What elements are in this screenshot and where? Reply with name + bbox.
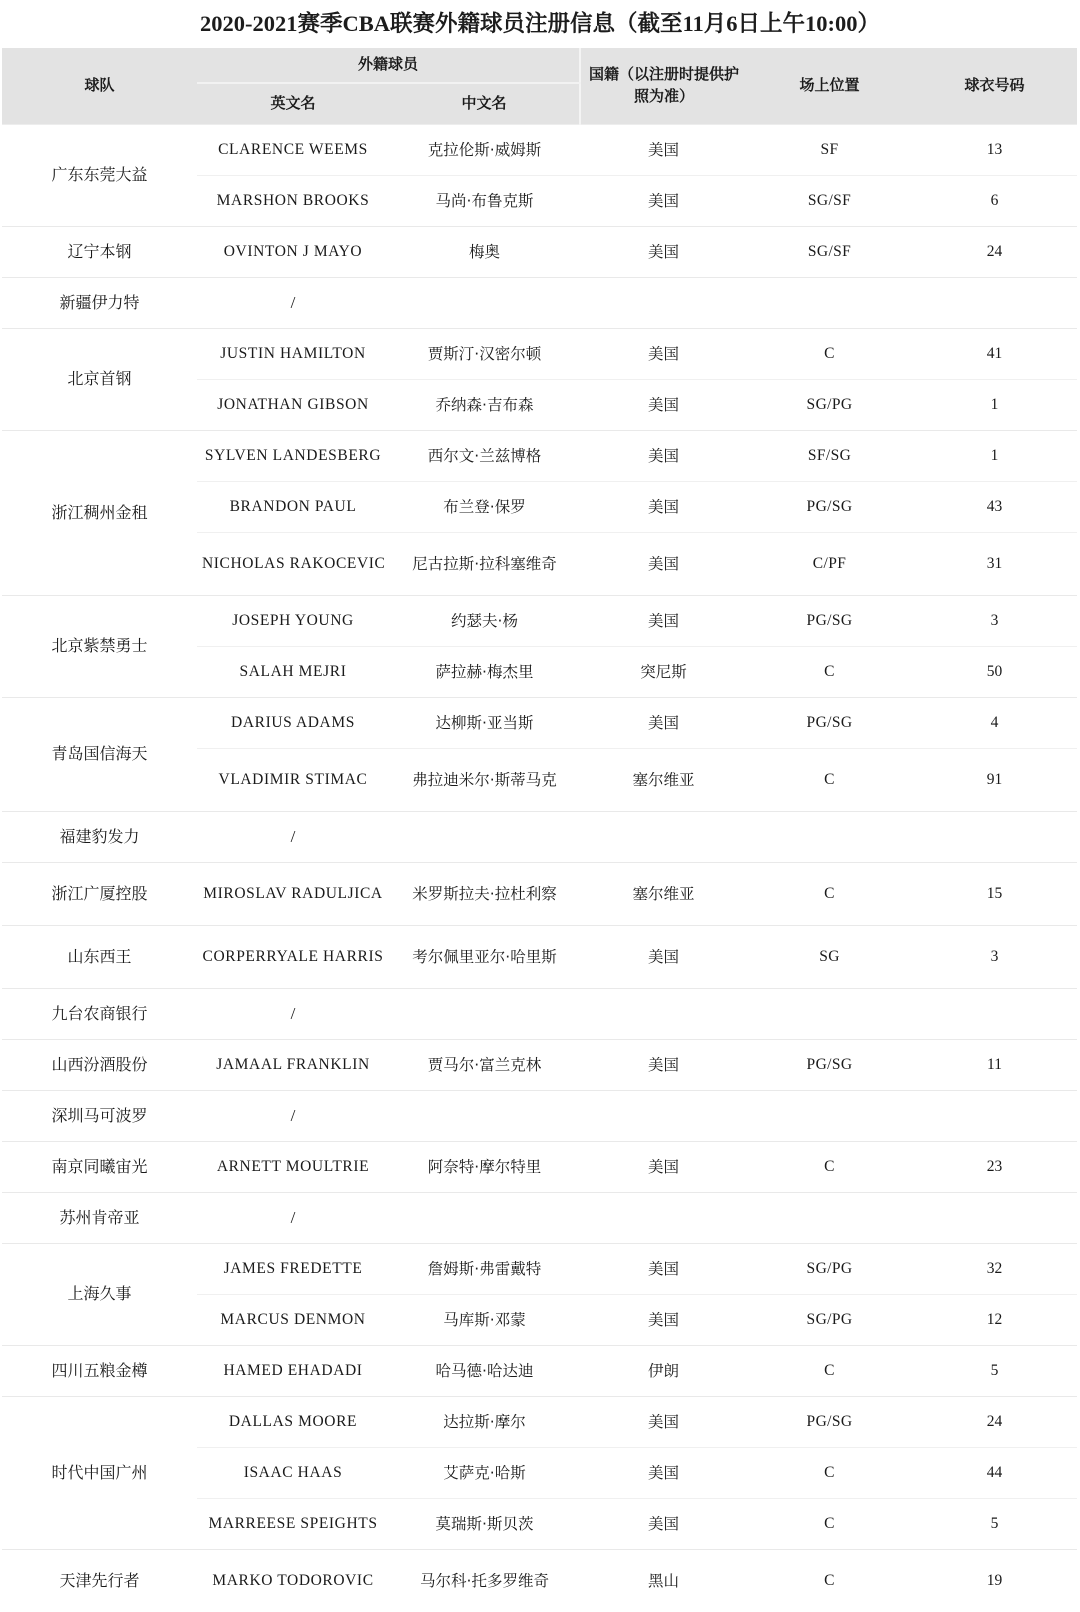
cell-nationality: 美国: [580, 1448, 747, 1499]
cell-chinese-name: 哈马德·哈达迪: [389, 1346, 580, 1397]
cell-english-name: MARREESE SPEIGHTS: [197, 1499, 389, 1550]
cell-english-name: JAMAAL FRANKLIN: [197, 1040, 389, 1091]
cell-team-name: 上海久事: [2, 1244, 197, 1346]
cell-english-name: JUSTIN HAMILTON: [197, 329, 389, 380]
cell-position: C: [747, 647, 912, 698]
table-row: [2, 1142, 1077, 1193]
header-row-group: [2, 48, 1077, 83]
table-row: [2, 1244, 1077, 1295]
table-row: [2, 698, 1077, 749]
cell-position: PG/SG: [747, 596, 912, 647]
cell-position: C: [747, 749, 912, 812]
cell-chinese-name: 弗拉迪米尔·斯蒂马克: [389, 749, 580, 812]
cell-nationality: 美国: [580, 227, 747, 278]
cell-jersey-number: 50: [912, 647, 1077, 698]
cell-position: [747, 1193, 912, 1244]
cell-english-name: BRANDON PAUL: [197, 482, 389, 533]
cell-nationality: 塞尔维亚: [580, 749, 747, 812]
cell-chinese-name: 克拉伦斯·威姆斯: [389, 125, 580, 176]
cell-chinese-name: 贾斯汀·汉密尔顿: [389, 329, 580, 380]
cell-team-name: 时代中国广州: [2, 1397, 197, 1550]
cell-english-name: CLARENCE WEEMS: [197, 125, 389, 176]
cell-position: SG/SF: [747, 176, 912, 227]
cell-english-name: SALAH MEJRI: [197, 647, 389, 698]
cell-chinese-name: 艾萨克·哈斯: [389, 1448, 580, 1499]
cell-position: SF: [747, 125, 912, 176]
cell-nationality: 美国: [580, 176, 747, 227]
cell-jersey-number: 3: [912, 926, 1077, 989]
cell-chinese-name: 达柳斯·亚当斯: [389, 698, 580, 749]
cell-position: [747, 278, 912, 329]
cell-jersey-number: [912, 278, 1077, 329]
table-row: [2, 863, 1077, 926]
cell-team-name: 广东东莞大益: [2, 125, 197, 227]
cell-nationality: 美国: [580, 1142, 747, 1193]
cell-nationality: 美国: [580, 698, 747, 749]
cell-nationality: 美国: [580, 1295, 747, 1346]
cell-position: C: [747, 1448, 912, 1499]
cell-team-name: 浙江稠州金租: [2, 431, 197, 596]
cell-chinese-name: 马尚·布鲁克斯: [389, 176, 580, 227]
cell-team-name: 福建豹发力: [2, 812, 197, 863]
cell-jersey-number: [912, 1091, 1077, 1142]
cell-position: [747, 989, 912, 1040]
table-row: [2, 989, 1077, 1040]
cell-nationality: 美国: [580, 482, 747, 533]
cell-nationality: 美国: [580, 1040, 747, 1091]
cell-position: SG: [747, 926, 912, 989]
cell-position: C: [747, 863, 912, 926]
table-row: [2, 125, 1077, 176]
cell-position: C: [747, 1142, 912, 1193]
cell-team-name: 天津先行者: [2, 1550, 197, 1612]
cell-english-name: JOSEPH YOUNG: [197, 596, 389, 647]
column-header-chinese-name: 中文名: [389, 83, 580, 125]
cell-nationality: 伊朗: [580, 1346, 747, 1397]
cell-no-player-placeholder: /: [197, 812, 389, 863]
cell-jersey-number: [912, 812, 1077, 863]
cell-nationality: 美国: [580, 125, 747, 176]
cell-chinese-name: [389, 1091, 580, 1142]
cell-chinese-name: [389, 1193, 580, 1244]
cell-jersey-number: [912, 989, 1077, 1040]
cell-position: C: [747, 1550, 912, 1612]
cell-jersey-number: 11: [912, 1040, 1077, 1091]
cell-chinese-name: 贾马尔·富兰克林: [389, 1040, 580, 1091]
cell-team-name: 北京紫禁勇士: [2, 596, 197, 698]
column-header-position: 场上位置: [747, 48, 912, 125]
table-row: [2, 596, 1077, 647]
cell-chinese-name: 莫瑞斯·斯贝茨: [389, 1499, 580, 1550]
cell-english-name: CORPERRYALE HARRIS: [197, 926, 389, 989]
cell-position: PG/SG: [747, 1397, 912, 1448]
cell-jersey-number: 32: [912, 1244, 1077, 1295]
cell-english-name: SYLVEN LANDESBERG: [197, 431, 389, 482]
cell-english-name: MARKO TODOROVIC: [197, 1550, 389, 1612]
cell-jersey-number: 13: [912, 125, 1077, 176]
cell-chinese-name: 达拉斯·摩尔: [389, 1397, 580, 1448]
cell-jersey-number: 44: [912, 1448, 1077, 1499]
cell-position: PG/SG: [747, 1040, 912, 1091]
cell-nationality: 突尼斯: [580, 647, 747, 698]
cell-nationality: [580, 812, 747, 863]
table-row: [2, 1550, 1077, 1612]
cell-english-name: DALLAS MOORE: [197, 1397, 389, 1448]
cell-jersey-number: 91: [912, 749, 1077, 812]
cell-chinese-name: 梅奥: [389, 227, 580, 278]
table-row: [2, 227, 1077, 278]
cell-nationality: [580, 1193, 747, 1244]
cell-nationality: 塞尔维亚: [580, 863, 747, 926]
cell-english-name: HAMED EHADADI: [197, 1346, 389, 1397]
cell-jersey-number: 4: [912, 698, 1077, 749]
cell-nationality: [580, 1091, 747, 1142]
cell-position: C/PF: [747, 533, 912, 596]
cell-position: C: [747, 1346, 912, 1397]
cell-jersey-number: 41: [912, 329, 1077, 380]
cell-team-name: 山西汾酒股份: [2, 1040, 197, 1091]
cell-jersey-number: 24: [912, 227, 1077, 278]
cell-chinese-name: [389, 812, 580, 863]
table-row: [2, 1040, 1077, 1091]
cell-jersey-number: 5: [912, 1499, 1077, 1550]
cell-english-name: JONATHAN GIBSON: [197, 380, 389, 431]
cell-position: SG/PG: [747, 380, 912, 431]
table-row: [2, 812, 1077, 863]
column-header-foreign-players: 外籍球员: [197, 48, 580, 83]
cell-jersey-number: 1: [912, 431, 1077, 482]
cell-team-name: 深圳马可波罗: [2, 1091, 197, 1142]
cell-position: PG/SG: [747, 482, 912, 533]
cell-jersey-number: 23: [912, 1142, 1077, 1193]
cell-jersey-number: 15: [912, 863, 1077, 926]
cell-team-name: 山东西王: [2, 926, 197, 989]
table-row: [2, 1193, 1077, 1244]
cell-english-name: OVINTON J MAYO: [197, 227, 389, 278]
foreign-players-registration-table: [2, 48, 1077, 1612]
cell-jersey-number: 5: [912, 1346, 1077, 1397]
cell-position: [747, 1091, 912, 1142]
cell-chinese-name: 乔纳森·吉布森: [389, 380, 580, 431]
cell-chinese-name: 考尔佩里亚尔·哈里斯: [389, 926, 580, 989]
cell-jersey-number: 1: [912, 380, 1077, 431]
cell-nationality: [580, 278, 747, 329]
cell-jersey-number: 43: [912, 482, 1077, 533]
cell-chinese-name: 马尔科·托多罗维奇: [389, 1550, 580, 1612]
cell-jersey-number: 24: [912, 1397, 1077, 1448]
cell-nationality: 美国: [580, 596, 747, 647]
cell-jersey-number: 19: [912, 1550, 1077, 1612]
cell-chinese-name: 米罗斯拉夫·拉杜利察: [389, 863, 580, 926]
table-body: [2, 125, 1077, 1612]
cell-nationality: 美国: [580, 431, 747, 482]
cell-nationality: 美国: [580, 1397, 747, 1448]
cell-chinese-name: 马库斯·邓蒙: [389, 1295, 580, 1346]
cell-english-name: VLADIMIR STIMAC: [197, 749, 389, 812]
cell-nationality: 美国: [580, 1244, 747, 1295]
cell-nationality: 黑山: [580, 1550, 747, 1612]
cell-no-player-placeholder: /: [197, 989, 389, 1040]
table-row: [2, 926, 1077, 989]
cell-nationality: 美国: [580, 926, 747, 989]
table-row: [2, 278, 1077, 329]
cell-english-name: ARNETT MOULTRIE: [197, 1142, 389, 1193]
cell-position: SG/SF: [747, 227, 912, 278]
table-row: [2, 431, 1077, 482]
cell-english-name: MIROSLAV RADULJICA: [197, 863, 389, 926]
table-row: [2, 329, 1077, 380]
cell-english-name: JAMES FREDETTE: [197, 1244, 389, 1295]
column-header-jersey-number: 球衣号码: [912, 48, 1077, 125]
cell-position: SG/PG: [747, 1295, 912, 1346]
cell-team-name: 浙江广厦控股: [2, 863, 197, 926]
table-row: [2, 1346, 1077, 1397]
cell-jersey-number: 6: [912, 176, 1077, 227]
cell-team-name: 北京首钢: [2, 329, 197, 431]
cell-team-name: 四川五粮金樽: [2, 1346, 197, 1397]
cell-english-name: MARSHON BROOKS: [197, 176, 389, 227]
cell-chinese-name: 约瑟夫·杨: [389, 596, 580, 647]
cell-chinese-name: 詹姆斯·弗雷戴特: [389, 1244, 580, 1295]
cell-jersey-number: [912, 1193, 1077, 1244]
cell-position: SG/PG: [747, 1244, 912, 1295]
table-row: [2, 1091, 1077, 1142]
cell-no-player-placeholder: /: [197, 278, 389, 329]
table-header: [2, 48, 1077, 125]
cell-english-name: ISAAC HAAS: [197, 1448, 389, 1499]
cell-chinese-name: [389, 989, 580, 1040]
cell-position: PG/SG: [747, 698, 912, 749]
cell-chinese-name: 阿奈特·摩尔特里: [389, 1142, 580, 1193]
cell-nationality: 美国: [580, 533, 747, 596]
cell-nationality: [580, 989, 747, 1040]
cell-team-name: 新疆伊力特: [2, 278, 197, 329]
cell-team-name: 苏州肯帝亚: [2, 1193, 197, 1244]
column-header-nationality: 国籍（以注册时提供护照为准）: [580, 48, 747, 125]
cell-no-player-placeholder: /: [197, 1193, 389, 1244]
cell-no-player-placeholder: /: [197, 1091, 389, 1142]
cell-chinese-name: 尼古拉斯·拉科塞维奇: [389, 533, 580, 596]
cell-jersey-number: 31: [912, 533, 1077, 596]
cell-position: C: [747, 329, 912, 380]
cell-team-name: 辽宁本钢: [2, 227, 197, 278]
column-header-team: 球队: [2, 48, 197, 125]
cell-english-name: NICHOLAS RAKOCEVIC: [197, 533, 389, 596]
cell-english-name: DARIUS ADAMS: [197, 698, 389, 749]
cell-jersey-number: 12: [912, 1295, 1077, 1346]
cell-chinese-name: 萨拉赫·梅杰里: [389, 647, 580, 698]
cell-chinese-name: 西尔文·兰兹博格: [389, 431, 580, 482]
table-row: [2, 1397, 1077, 1448]
cell-english-name: MARCUS DENMON: [197, 1295, 389, 1346]
cell-nationality: 美国: [580, 380, 747, 431]
cell-chinese-name: [389, 278, 580, 329]
cell-nationality: 美国: [580, 1499, 747, 1550]
cell-jersey-number: 3: [912, 596, 1077, 647]
column-header-english-name: 英文名: [197, 83, 389, 125]
cell-position: C: [747, 1499, 912, 1550]
cell-chinese-name: 布兰登·保罗: [389, 482, 580, 533]
page-title: 2020-2021赛季CBA联赛外籍球员注册信息（截至11月6日上午10:00）: [0, 0, 1080, 48]
cell-position: SF/SG: [747, 431, 912, 482]
cell-position: [747, 812, 912, 863]
cell-team-name: 南京同曦宙光: [2, 1142, 197, 1193]
cell-team-name: 九台农商银行: [2, 989, 197, 1040]
cell-nationality: 美国: [580, 329, 747, 380]
cell-team-name: 青岛国信海天: [2, 698, 197, 812]
